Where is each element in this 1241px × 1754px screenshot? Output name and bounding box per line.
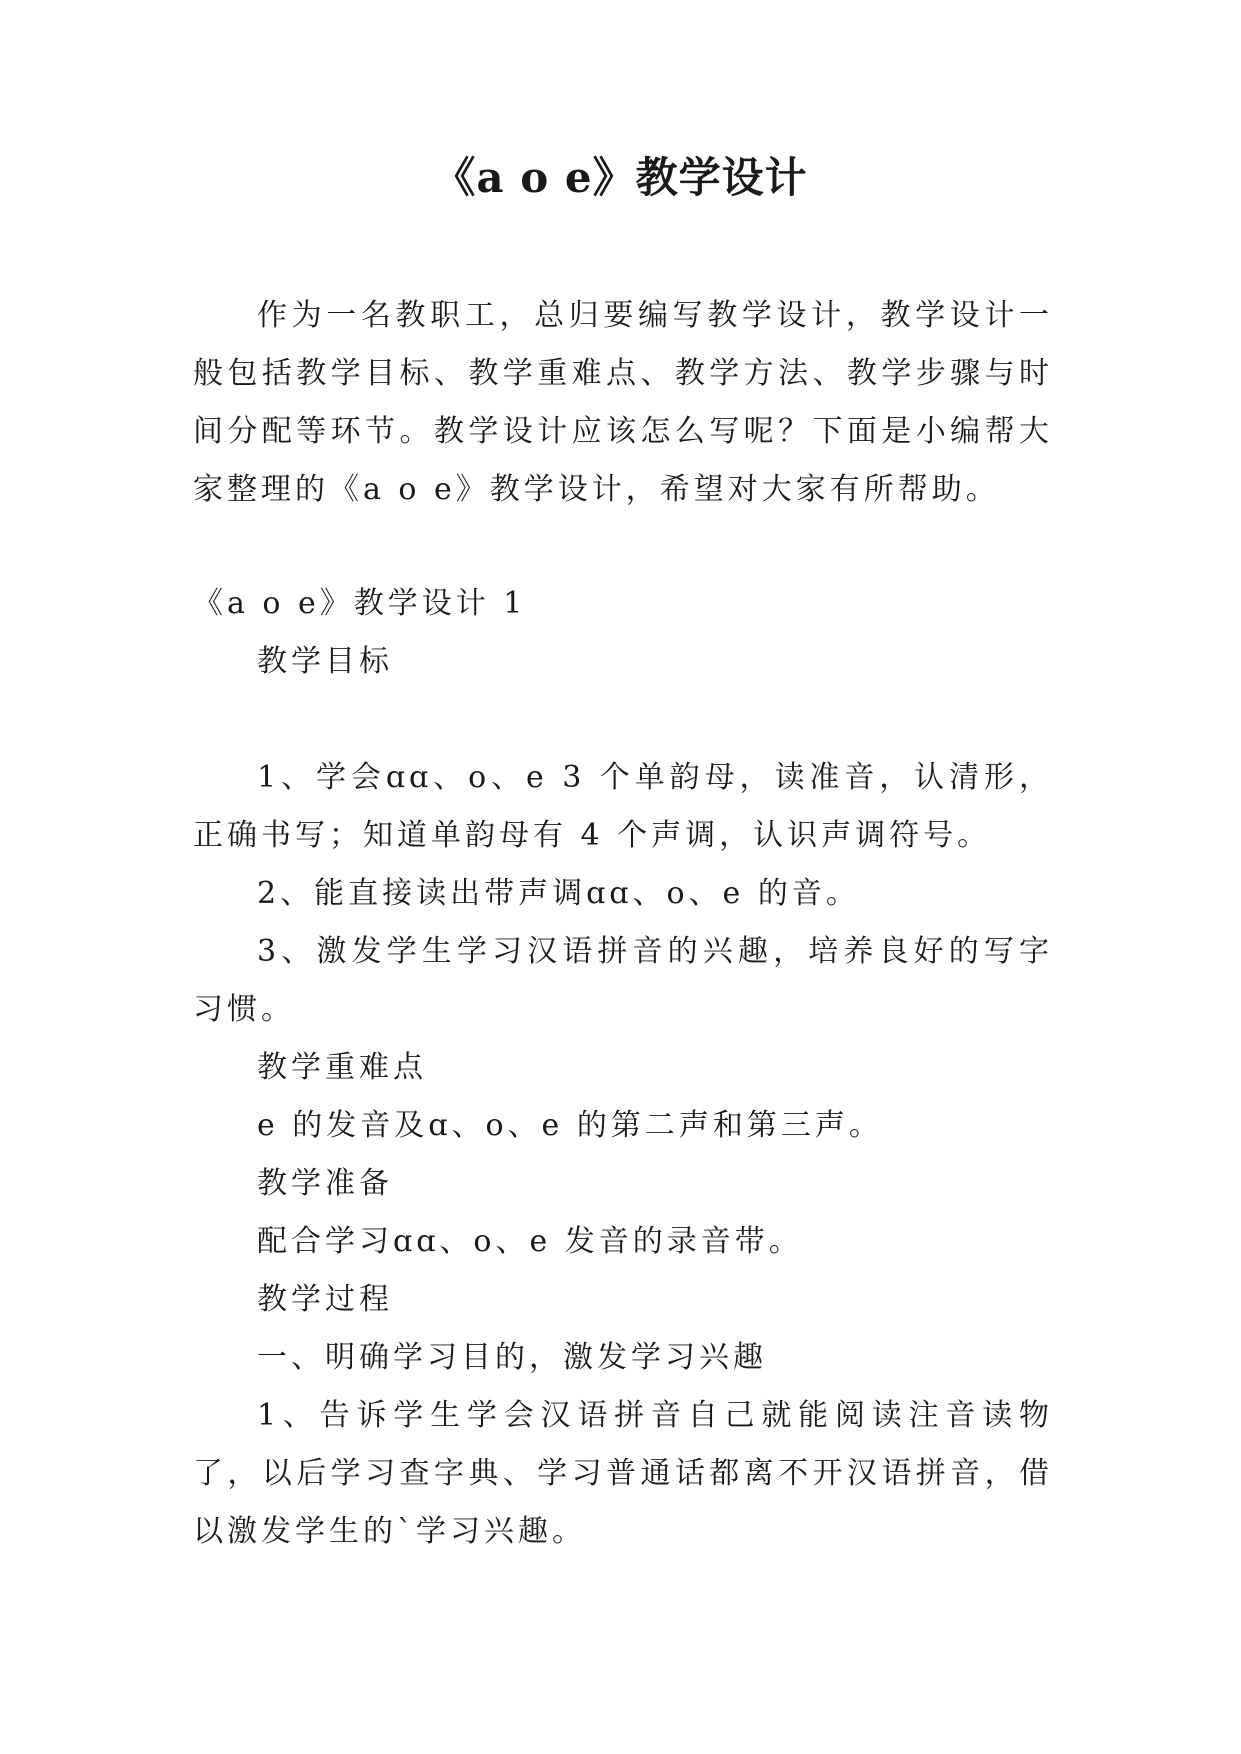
goals-heading: 教学目标 bbox=[257, 644, 393, 679]
spacer bbox=[193, 519, 1053, 575]
document-body bbox=[193, 287, 1053, 1561]
difficulty-text: e 的发音及ɑ、o、e 的第二声和第三声。 bbox=[257, 1108, 883, 1143]
goal-item-2: 2、能直接读出带声调ɑɑ、o、e 的音。 bbox=[257, 876, 860, 911]
intro-paragraph: 作为一名教职工，总归要编写教学设计，教学设计一般包括教学目标、教学重难点、教学方法、教学步骤与时间分配等环节。教学设计应该怎么写呢？下面是小编帮大家整理的《a o e》教学设计，希望对大家有所帮助。 bbox=[193, 298, 1053, 507]
prep-text: 配合学习ɑɑ、o、e 发音的录音带。 bbox=[257, 1224, 803, 1259]
spacer bbox=[193, 691, 1053, 749]
process-heading: 教学过程 bbox=[257, 1282, 393, 1317]
document-title: 《a o e》教学设计 bbox=[433, 153, 808, 202]
goal-item-3: 3、激发学生学习汉语拼音的兴趣，培养良好的写字习惯。 bbox=[193, 934, 1053, 1027]
goal-item-1: 1、学会ɑɑ、o、e 3 个单韵母，读准音，认清形，正确书写；知道单韵母有 4 个声调，认识声调符号。 bbox=[193, 760, 1053, 853]
prep-heading: 教学准备 bbox=[257, 1166, 393, 1201]
process-step-1: 一、明确学习目的，激发学习兴趣 bbox=[257, 1340, 767, 1375]
section-title: 《a o e》教学设计 1 bbox=[193, 586, 527, 621]
process-item-1: 1、告诉学生学会汉语拼音自己就能阅读注音读物了，以后学习查字典、学习普通话都离不开汉语拼音，借以激发学生的`学习兴趣。 bbox=[193, 1398, 1053, 1549]
difficulty-heading: 教学重难点 bbox=[257, 1050, 427, 1085]
